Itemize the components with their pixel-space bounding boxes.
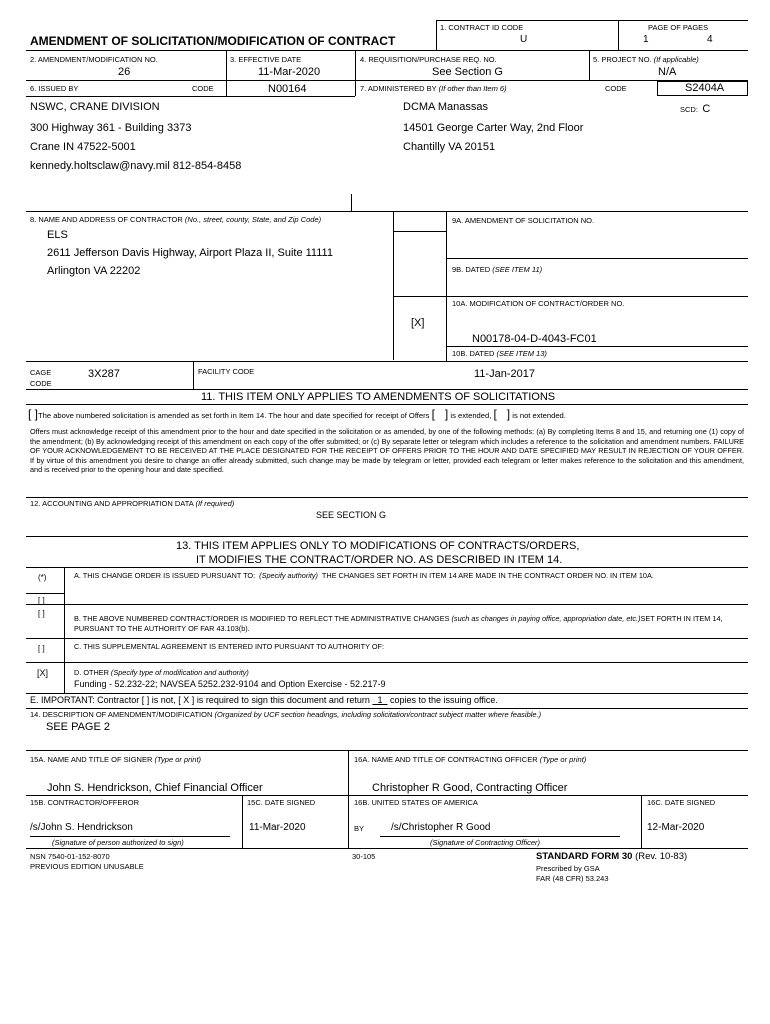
form-code: 30-105 [352,852,376,861]
admin-line-1: DCMA Manassas [403,101,488,113]
item2-label: 2. AMENDMENT/MODIFICATION NO. [30,55,158,64]
item10a-check[interactable]: [X] [411,317,425,329]
item7-label: 7. ADMINISTERED BY (If other than Item 6) [360,84,507,93]
item13a-text: A. THIS CHANGE ORDER IS ISSUED PURSUANT TO: (Specify authority) THE CHANGES SET FORTH IN ITEM 14 ARE MADE IN THE CONTRACT ORDER NO. IN ITEM 10A. [74,571,654,580]
item-e-line: E. IMPORTANT: Contractor [ ] is not, [ X ] is required to sign this document and return 1 copies to the issuing office. [30,695,498,705]
issuer-line-4: kennedy.holtsclaw@navy.mil 812-854-8458 [30,160,242,172]
item5-value: N/A [658,66,677,78]
item11-check[interactable]: [ ] [28,407,39,421]
item11-body: Offers must acknowledge receipt of this amendment prior to the hour and date specified in the solicitation or as amended, by one of the following methods: (a) By completing Items 8 and 15, and returning one (1) copy of the amendment; (b) By acknowledging receipt of this amendment on each copy of the offer submitted; or (c) By separate letter or telegram which includes a reference to the solicitation and amendment numbers. FAILURE OF YOUR ACKNOWLEDGEMENT TO BE RECEIVED AT THE PLACE DESIGNATED FOR THE RECEIPT OF OFFERS PRIOR TO THE HOUR AND DATE SPECIFIED MAY RESULT IN REJECTION OF YOUR OFFER. If by virtue of this amendment you desire to change an offer already submitted, such change may be made by telegram or letter, provided each telegram or letter makes reference to the solicitation and this amendment, and is received prior to the opening hour and date specified. [30,427,744,474]
is-check[interactable]: [ X ] [178,695,195,705]
item16a-label: 16A. NAME AND TITLE OF CONTRACTING OFFICER (Type or print) [354,755,587,764]
prescribed-by: Prescribed by GSA [536,864,600,873]
contractor-signature[interactable]: /s/John S. Hendrickson [30,822,133,833]
item15b-label: 15B. CONTRACTOR/OFFEROR [30,798,140,807]
offers-not-extended-check[interactable]: [ ] [493,407,511,421]
item14-value: SEE PAGE 2 [46,721,110,733]
item13-heading-1: 13. THIS ITEM APPLIES ONLY TO MODIFICATIONS OF CONTRACTS/ORDERS, [176,540,580,552]
form-title: AMENDMENT OF SOLICITATION/MODIFICATION OF CONTRACT [30,34,396,48]
nsn: NSN 7540-01-152-8070 [30,852,110,861]
item6-label: 6. ISSUED BY [30,84,79,93]
officer-signature-caption: (Signature of Contracting Officer) [430,838,541,847]
contract-id-label: 1. CONTRACT ID CODE [440,23,524,32]
item13d-check[interactable]: [X] [37,668,49,678]
item12-value: SEE SECTION G [316,510,387,520]
issuer-line-1: NSWC, CRANE DIVISION [30,101,160,113]
cage-label: CAGE CODE [30,368,52,388]
contractor-signature-caption: (Signature of person authorized to sign) [52,838,184,847]
item15a-label: 15A. NAME AND TITLE OF SIGNER (Type or print) [30,755,202,764]
cage-value: 3X287 [88,368,120,380]
item7-scd: SCD: C [680,103,711,115]
item3-label: 3. EFFECTIVE DATE [230,55,302,64]
item12-label: 12. ACCOUNTING AND APPROPRIATION DATA (If required) [30,499,235,508]
item4-label: 4. REQUISITION/PURCHASE REQ. NO. [360,55,497,64]
item16c-label: 16C. DATE SIGNED [647,798,716,807]
facility-code-label: FACILITY CODE [198,367,255,376]
item13d-value: Funding - 52.232-22; NAVSEA 5252.232-9104 and Option Exercise - 52.217-9 [74,679,386,689]
copies-count: 1 [377,695,383,705]
item16c-value: 12-Mar-2020 [647,822,705,833]
item11-heading: 11. THIS ITEM ONLY APPLIES TO AMENDMENTS OF SOLICITATIONS [201,391,556,403]
item16b-label: 16B. UNITED STATES OF AMERICA [354,798,478,807]
item9b-label: 9B. DATED (SEE ITEM 11) [452,265,543,274]
page-count: 4 [707,34,713,45]
item2-value: 26 [118,66,131,78]
item11-line1: [ ]The above numbered solicitation is amended as set forth in Item 14. The hour and date specified for receipt of Offers [ ] is extended, [ ] is not extended. [28,407,566,421]
item15c-label: 15C. DATE SIGNED [247,798,316,807]
item13-heading-2: IT MODIFIES THE CONTRACT/ORDER NO. AS DESCRIBED IN ITEM 14. [196,554,563,566]
by-label: BY [354,824,365,833]
item7-code-label: CODE [605,84,627,93]
item15a-value: John S. Hendrickson, Chief Financial Officer [47,782,263,794]
issuer-line-2: 300 Highway 361 - Building 3373 [30,122,192,134]
is-not-check[interactable]: [ ] [141,695,150,705]
officer-signature[interactable]: /s/Christopher R Good [391,822,491,833]
contractor-line-1: ELS [47,229,68,241]
contract-id-value: U [520,34,528,45]
far-reference: FAR (48 CFR) 53.243 [536,874,609,883]
contractor-line-2: 2611 Jefferson Davis Highway, Airport Plaza II, Suite 11111 [47,247,333,259]
item13d-text: D. OTHER (Specify type of modification and authority) [74,668,249,677]
admin-line-3: Chantilly VA 20151 [403,141,496,153]
item15c-value: 11-Mar-2020 [249,822,306,833]
item16a-value: Christopher R Good, Contracting Officer [372,782,568,794]
item13c-check[interactable]: [ ] [38,644,45,653]
issuer-line-3: Crane IN 47522-5001 [30,141,136,153]
item10a-value: N00178-04-D-4043-FC01 [472,333,597,345]
page-of-pages-label: PAGE OF PAGES [648,23,709,32]
contractor-line-3: Arlington VA 22202 [47,265,141,277]
previous-edition: PREVIOUS EDITION UNUSABLE [30,862,144,871]
item3-value: 11-Mar-2020 [258,66,321,78]
item13a-check[interactable]: (*) [38,573,47,582]
item4-value: See Section G [432,66,503,78]
item13b-text: B. THE ABOVE NUMBERED CONTRACT/ORDER IS MODIFIED TO REFLECT THE ADMINISTRATIVE CHANGES (such as changes in paying office, appropriation date, etc.)SET FORTH IN ITEM 14, PURSUANT TO THE AUTHORITY OF FAR 43.103(b). [74,614,723,633]
item14-label: 14. DESCRIPTION OF AMENDMENT/MODIFICATION (Organized by UCF section headings, including solicitation/contract subject matter where feasible.) [30,710,542,719]
standard-form: STANDARD FORM 30 (Rev. 10-83) [536,851,688,862]
item6-code: N00164 [268,83,307,95]
item13-extra-check[interactable]: [ ] [38,596,45,605]
item9a-label: 9A. AMENDMENT OF SOLICITATION NO. [452,216,595,225]
item6-code-label: CODE [192,84,214,93]
offers-date-check[interactable]: [ ] [431,407,449,421]
item5-label: 5. PROJECT NO. (If applicable) [593,55,699,64]
item13c-text: C. THIS SUPPLEMENTAL AGREEMENT IS ENTERED INTO PURSUANT TO AUTHORITY OF: [74,642,385,651]
page-number: 1 [643,34,649,45]
item10b-value: 11-Jan-2017 [474,368,535,380]
admin-line-2: 14501 George Carter Way, 2nd Floor [403,122,584,134]
item7-code: S2404A [685,82,725,94]
item10a-label: 10A. MODIFICATION OF CONTRACT/ORDER NO. [452,299,625,308]
item8-label: 8. NAME AND ADDRESS OF CONTRACTOR (No., street, county, State, and Zip Code) [30,215,322,224]
item10b-label: 10B. DATED (SEE ITEM 13) [452,349,547,358]
item13b-check[interactable]: [ ] [38,609,45,618]
